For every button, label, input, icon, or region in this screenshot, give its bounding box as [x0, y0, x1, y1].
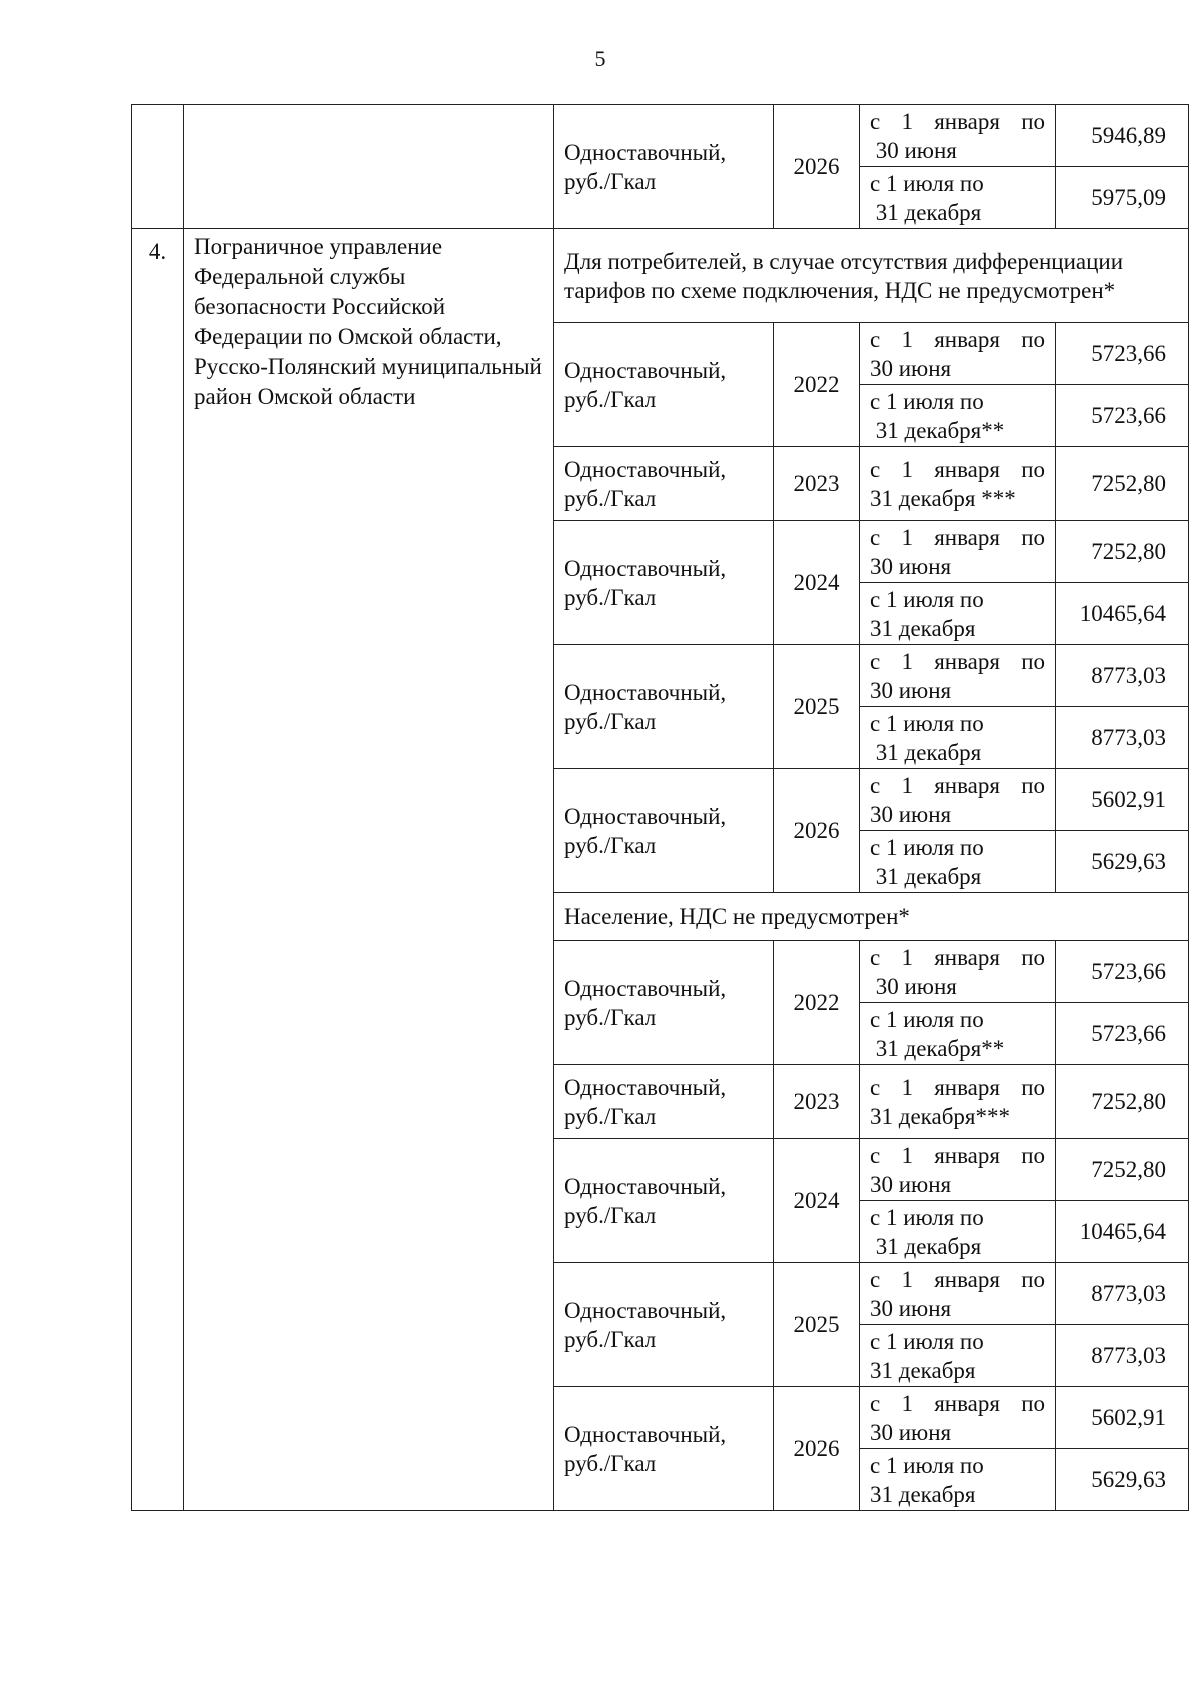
year-cell: 2025 [774, 1263, 860, 1387]
period-line: с 1 января по [870, 456, 1045, 482]
period-line: с 1 января по [870, 524, 1045, 550]
period-line: 31 декабря** [870, 1035, 1005, 1061]
row-number-cell [132, 105, 184, 229]
period-line: 31 декабря*** [870, 1103, 1010, 1129]
year-cell: 2024 [774, 521, 860, 645]
tariff-value-cell: 8773,03 [1056, 1263, 1189, 1325]
tariff-type-cell: Одноставочный, руб./Гкал [554, 941, 774, 1065]
period-line: 31 декабря [870, 615, 976, 641]
period-line: 30 июня [870, 1171, 952, 1197]
period-line: 31 декабря *** [870, 485, 1016, 511]
period-line: 31 декабря [870, 1233, 982, 1259]
period-cell [860, 1139, 1056, 1201]
period-line: 30 июня [870, 355, 952, 381]
tariff-table-body [132, 105, 1189, 1511]
tariff-value-cell: 5723,66 [1056, 385, 1189, 447]
section-heading-cell: Население, НДС не предусмотрен* [554, 893, 1189, 941]
period-cell [860, 1065, 1056, 1139]
tariff-value-cell: 5602,91 [1056, 1387, 1189, 1449]
period-line: 30 июня [870, 553, 952, 579]
year-cell: 2026 [774, 769, 860, 893]
section-heading-cell: Для потребителей, в случае отсутствия дифференциации тарифов по схеме подключения, НДС не предусмотрен* [554, 229, 1189, 323]
period-line: 30 июня [870, 973, 957, 999]
period-cell [860, 105, 1056, 167]
period-line: 31 декабря [870, 199, 982, 225]
tariff-value-cell: 7252,80 [1056, 1065, 1189, 1139]
entry-number-cell: 4. [132, 229, 184, 1511]
tariff-value-cell: 5946,89 [1056, 105, 1189, 167]
period-line: с 1 июля по [870, 1006, 984, 1032]
tariff-type-cell: Одноставочный, руб./Гкал [554, 1139, 774, 1263]
year-cell: 2026 [774, 105, 860, 229]
tariff-value-cell: 10465,64 [1056, 583, 1189, 645]
period-line: с 1 июля по [870, 586, 984, 612]
tariff-type-cell: Одноставочный, руб./Гкал [554, 521, 774, 645]
year-cell: 2023 [774, 1065, 860, 1139]
period-line: с 1 января по [870, 1142, 1045, 1168]
tariff-type-cell: Одноставочный, руб./Гкал [554, 105, 774, 229]
tariff-type-cell: Одноставочный, руб./Гкал [554, 645, 774, 769]
period-line: 30 июня [870, 677, 952, 703]
period-cell [860, 941, 1056, 1003]
period-line: 30 июня [870, 801, 952, 827]
tariff-value-cell: 5723,66 [1056, 323, 1189, 385]
tariff-type-cell: Одноставочный, руб./Гкал [554, 769, 774, 893]
period-line: 31 декабря [870, 1481, 976, 1507]
tariff-value-cell: 7252,80 [1056, 1139, 1189, 1201]
tariff-type-cell: Одноставочный, руб./Гкал [554, 1065, 774, 1139]
period-line: 30 июня [870, 1295, 952, 1321]
tariff-value-cell: 10465,64 [1056, 1201, 1189, 1263]
period-cell [860, 645, 1056, 707]
year-cell: 2022 [774, 323, 860, 447]
period-cell [860, 583, 1056, 645]
period-cell [860, 831, 1056, 893]
period-cell [860, 707, 1056, 769]
tariff-value-cell: 8773,03 [1056, 1325, 1189, 1387]
period-cell [860, 1387, 1056, 1449]
tariff-type-cell: Одноставочный, руб./Гкал [554, 1263, 774, 1387]
year-cell: 2024 [774, 1139, 860, 1263]
table-row [132, 105, 1189, 167]
period-line: с 1 января по [870, 648, 1045, 674]
tariff-value-cell: 5723,66 [1056, 1003, 1189, 1065]
period-line: с 1 января по [870, 1266, 1045, 1292]
organization-cell: Пограничное управление Федеральной службы безопасности Российской Федерации по Омской области, Русско-Полянский муниципальный район Омской области [184, 229, 554, 1511]
year-cell: 2025 [774, 645, 860, 769]
tariff-value-cell: 5602,91 [1056, 769, 1189, 831]
period-cell [860, 521, 1056, 583]
period-line: 31 декабря [870, 863, 982, 889]
section-heading-row [132, 229, 1189, 323]
period-line: с 1 июля по [870, 1204, 984, 1230]
tariff-table [131, 104, 1189, 1511]
year-cell: 2026 [774, 1387, 860, 1511]
tariff-value-cell: 8773,03 [1056, 707, 1189, 769]
period-line: 30 июня [870, 1419, 952, 1445]
period-cell [860, 1201, 1056, 1263]
period-cell [860, 1449, 1056, 1511]
tariff-type-cell: Одноставочный, руб./Гкал [554, 1387, 774, 1511]
period-line: 30 июня [870, 137, 957, 163]
period-line: с 1 июля по [870, 170, 984, 196]
tariff-value-cell: 7252,80 [1056, 447, 1189, 521]
period-line: с 1 июля по [870, 710, 984, 736]
period-cell [860, 167, 1056, 229]
organization-cell [184, 105, 554, 229]
period-cell [860, 1325, 1056, 1387]
tariff-value-cell: 8773,03 [1056, 645, 1189, 707]
tariff-type-cell: Одноставочный, руб./Гкал [554, 447, 774, 521]
period-line: с 1 января по [870, 108, 1045, 134]
period-cell [860, 385, 1056, 447]
period-cell [860, 1263, 1056, 1325]
period-cell [860, 1003, 1056, 1065]
period-line: 31 декабря [870, 739, 982, 765]
period-cell [860, 769, 1056, 831]
period-line: с 1 июля по [870, 388, 984, 414]
period-line: с 1 июля по [870, 1328, 984, 1354]
period-cell [860, 323, 1056, 385]
period-line: 31 декабря [870, 1357, 976, 1383]
period-line: с 1 июля по [870, 834, 984, 860]
tariff-value-cell: 5629,63 [1056, 831, 1189, 893]
period-line: с 1 января по [870, 1074, 1045, 1100]
tariff-type-cell: Одноставочный, руб./Гкал [554, 323, 774, 447]
period-line: с 1 января по [870, 1390, 1045, 1416]
period-cell [860, 447, 1056, 521]
page-number: 5 [594, 46, 606, 71]
year-cell: 2022 [774, 941, 860, 1065]
period-line: с 1 января по [870, 326, 1045, 352]
tariff-value-cell: 7252,80 [1056, 521, 1189, 583]
period-line: с 1 января по [870, 944, 1045, 970]
period-line: с 1 июля по [870, 1452, 984, 1478]
tariff-value-cell: 5723,66 [1056, 941, 1189, 1003]
tariff-value-cell: 5629,63 [1056, 1449, 1189, 1511]
period-line: 31 декабря** [870, 417, 1005, 443]
tariff-value-cell: 5975,09 [1056, 167, 1189, 229]
period-line: с 1 января по [870, 772, 1045, 798]
year-cell: 2023 [774, 447, 860, 521]
